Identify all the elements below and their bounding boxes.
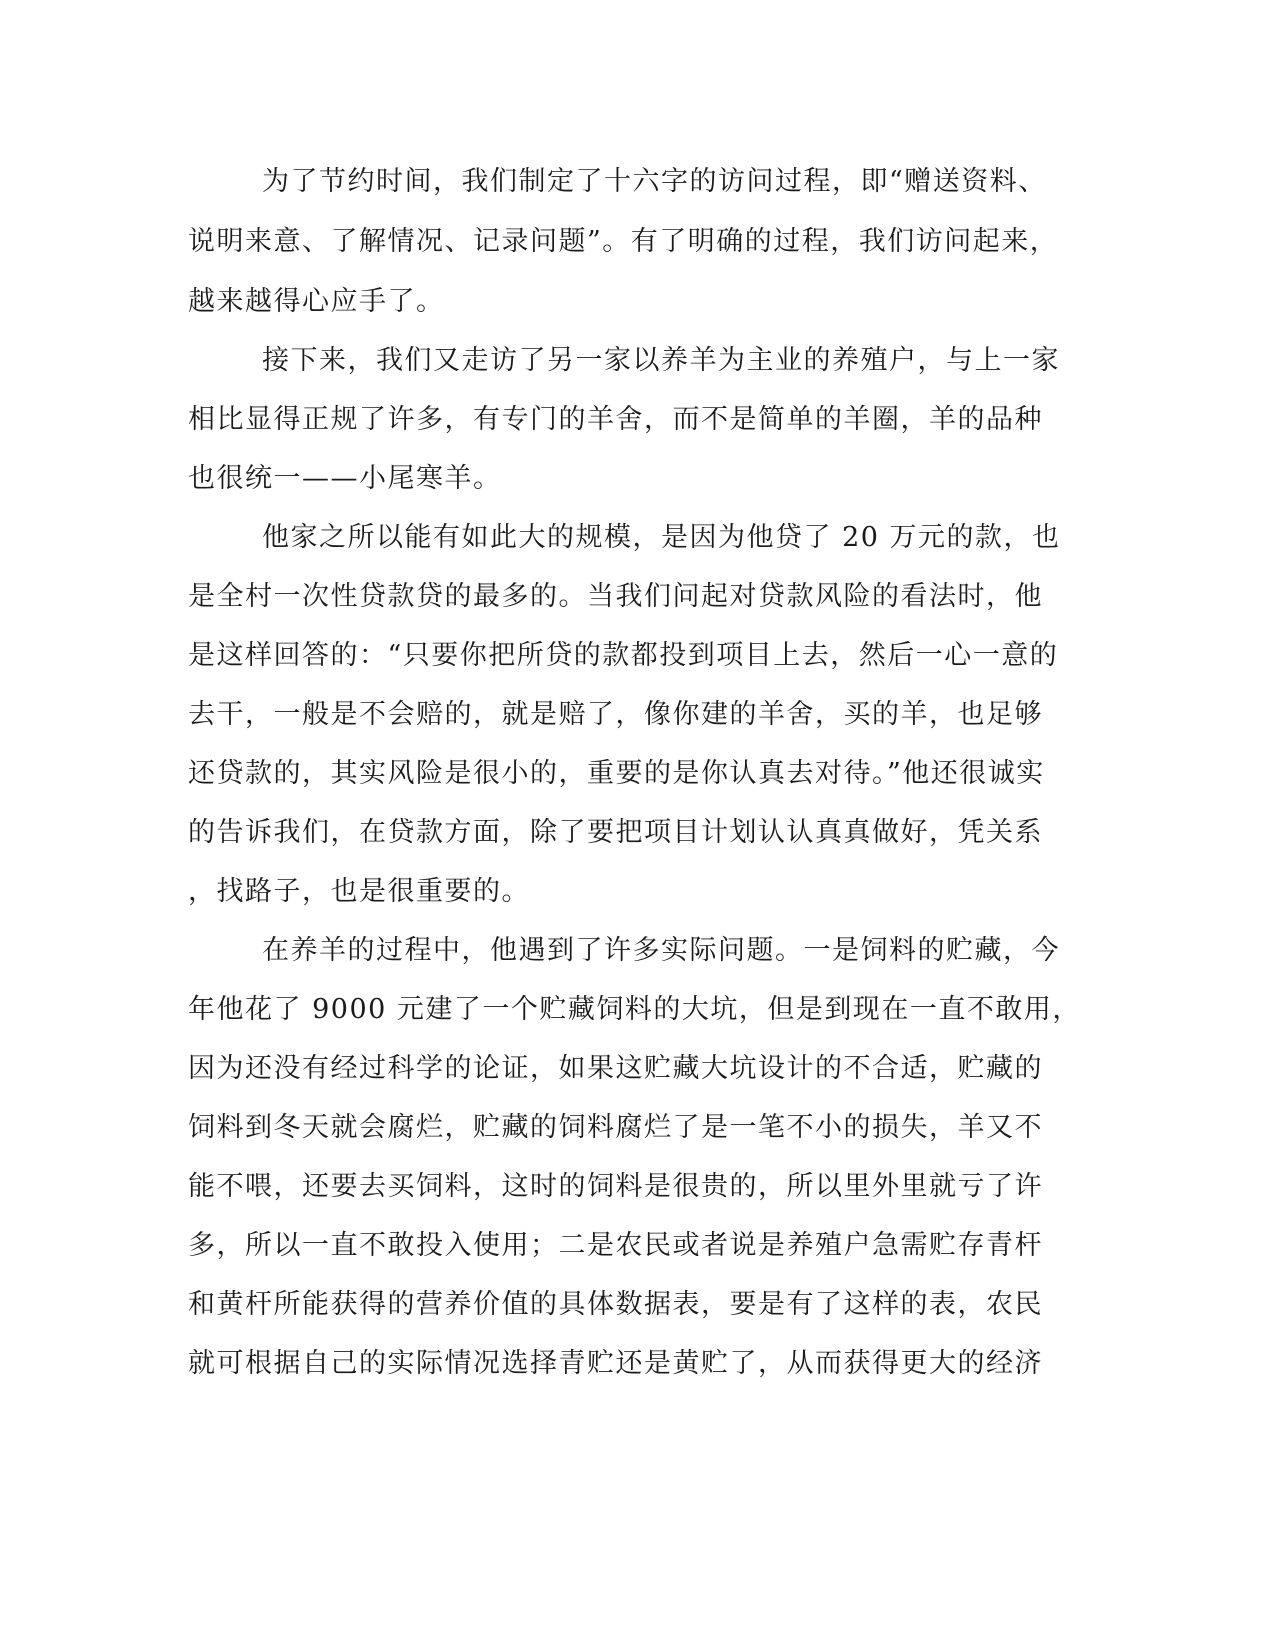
text-line: 他家之所以能有如此大的规模，是因为他贷了 20 万元的款，也 (262, 522, 1061, 553)
text-line: 饲料到冬天就会腐烂，贮藏的饲料腐烂了是一笔不小的损失，羊又不 (188, 1112, 1043, 1143)
text-line: 多，所以一直不敢投入使用；二是农民或者说是养殖户急需贮存青杆 (188, 1230, 1043, 1261)
text-line: 的告诉我们，在贷款方面，除了要把项目计划认认真真做好，凭关系 (188, 817, 1043, 848)
text-line: 能不喂，还要去买饲料，这时的饲料是很贵的，所以里外里就亏了许 (188, 1171, 1043, 1202)
text-line: ，找路子，也是很重要的。 (188, 876, 530, 907)
text-line: 接下来，我们又走访了另一家以养羊为主业的养殖户，与上一家 (262, 345, 1060, 376)
text-line: 是全村一次性贷款贷的最多的。当我们问起对贷款风险的看法时，他 (188, 581, 1043, 612)
text-line: 去干，一般是不会赔的，就是赔了，像你建的羊舍，买的羊，也足够 (188, 699, 1043, 730)
text-line: 因为还没有经过科学的论证，如果这贮藏大坑设计的不合适，贮藏的 (188, 1053, 1043, 1084)
text-line: 和黄杆所能获得的营养价值的具体数据表，要是有了这样的表，农民 (188, 1289, 1043, 1320)
text-line: 在养羊的过程中，他遇到了许多实际问题。一是饲料的贮藏，今 (262, 935, 1060, 966)
text-line: 越来越得心应手了。 (188, 286, 445, 317)
text-line: 为了节约时间，我们制定了十六字的访问过程，即“赠送资料、 (262, 166, 1047, 197)
text-line: 就可根据自己的实际情况选择青贮还是黄贮了，从而获得更大的经济 (188, 1348, 1043, 1379)
text-line: 也很统一——小尾寒羊。 (188, 463, 502, 494)
text-line: 相比显得正规了许多，有专门的羊舍，而不是简单的羊圈，羊的品种 (188, 404, 1043, 435)
text-line: 是这样回答的：“只要你把所贷的款都投到项目上去，然后一心一意的 (188, 640, 1059, 671)
text-line: 说明来意、了解情况、记录问题”。有了明确的过程，我们访问起来， (188, 226, 1059, 257)
text-line: 还贷款的，其实风险是很小的，重要的是你认真去对待。”他还很诚实 (188, 758, 1045, 789)
text-line: 年他花了 9000 元建了一个贮藏饲料的大坑，但是到现在一直不敢用， (188, 994, 1081, 1025)
